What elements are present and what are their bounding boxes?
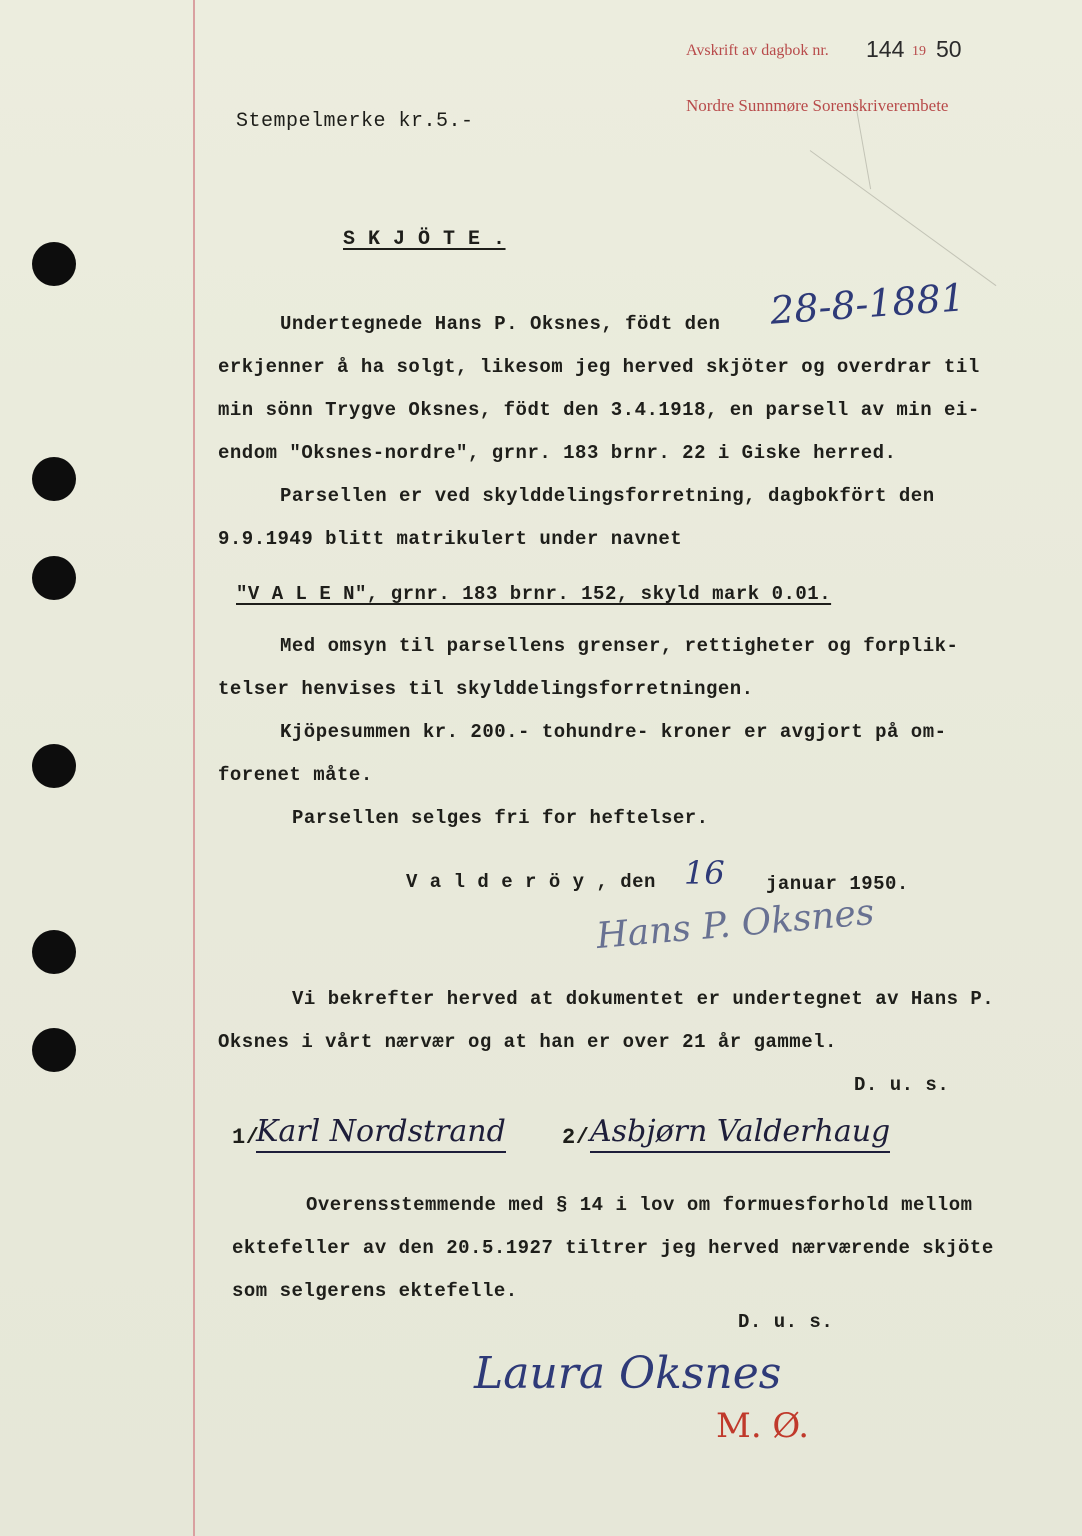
witness-2-signature: Asbjørn Valderhaug (590, 1114, 890, 1153)
witness-1-prefix: 1/ (232, 1125, 260, 1150)
handwritten-day: 16 (684, 854, 725, 892)
body-line: Kjöpesummen kr. 200.- tohundre- kroner er avgjort på om- (280, 721, 947, 743)
stamp-office: Nordre Sunnmøre Sorenskriverembete (686, 96, 949, 115)
stamp-number: 144 (866, 36, 905, 62)
stempelmerke-label: Stempelmerke kr.5.- (236, 110, 474, 133)
body-line: telser henvises til skylddelingsforretningen. (218, 678, 754, 700)
witness-line: Vi bekrefter herved at dokumentet er undertegnet av Hans P. (292, 988, 995, 1010)
margin-line (193, 0, 195, 1536)
body-line: min sönn Trygve Oksnes, födt den 3.4.1918, en parsell av min ei- (218, 399, 980, 421)
punch-hole (32, 556, 76, 600)
witness-2-prefix: 2/ (562, 1125, 590, 1150)
witness-1-signature: Karl Nordstrand (256, 1114, 506, 1153)
punch-hole (32, 1028, 76, 1072)
punch-hole (32, 242, 76, 286)
body-line: Parsellen selges fri for heftelser. (292, 807, 709, 829)
body-line: 9.9.1949 blitt matrikulert under navnet (218, 528, 683, 550)
month-year: januar 1950. (766, 873, 909, 895)
punch-hole (32, 744, 76, 788)
punch-hole (32, 457, 76, 501)
dus-closing: D. u. s. (738, 1311, 834, 1333)
page-title: S K J Ö T E . (343, 228, 506, 251)
stamp-prefix: Avskrift av dagbok nr. (686, 42, 829, 59)
place-label: V a l d e r ö y , den (406, 871, 656, 893)
body-line: Undertegnede Hans P. Oksnes, födt den (280, 313, 721, 335)
stamp-year-suffix: 50 (936, 36, 962, 62)
body-line: forenet måte. (218, 764, 373, 786)
seller-signature: Hans P. Oksnes (594, 891, 876, 958)
spouse-line: Overensstemmende med § 14 i lov om formuesforhold mellom (306, 1194, 973, 1216)
spouse-line: som selgerens ektefelle. (232, 1280, 518, 1302)
body-line: Parsellen er ved skylddelingsforretning, dagbokfört den (280, 485, 935, 507)
spouse-signature: Laura Oksnes (474, 1348, 782, 1399)
stamp-year-prefix: 19 (912, 44, 926, 59)
paper-crease (810, 150, 997, 286)
witness-line: Oksnes i vårt nærvær og at han er over 21 år gammel. (218, 1031, 837, 1053)
handwritten-birthdate: 28-8-1881 (768, 275, 967, 333)
punch-hole (32, 930, 76, 974)
spouse-line: ektefeller av den 20.5.1927 tiltrer jeg herved nærværende skjöte (232, 1237, 994, 1259)
body-line: endom "Oksnes-nordre", grnr. 183 brnr. 22 i Giske herred. (218, 442, 897, 464)
property-name-line: "V A L E N", grnr. 183 brnr. 152, skyld mark 0.01. (236, 583, 832, 605)
body-line: erkjenner å ha solgt, likesom jeg herved skjöter og overdrar til (218, 356, 980, 378)
dus-closing: D. u. s. (854, 1074, 950, 1096)
red-initials: M. Ø. (716, 1406, 810, 1446)
body-line: Med omsyn til parsellens grenser, rettigheter og forplik- (280, 635, 959, 657)
